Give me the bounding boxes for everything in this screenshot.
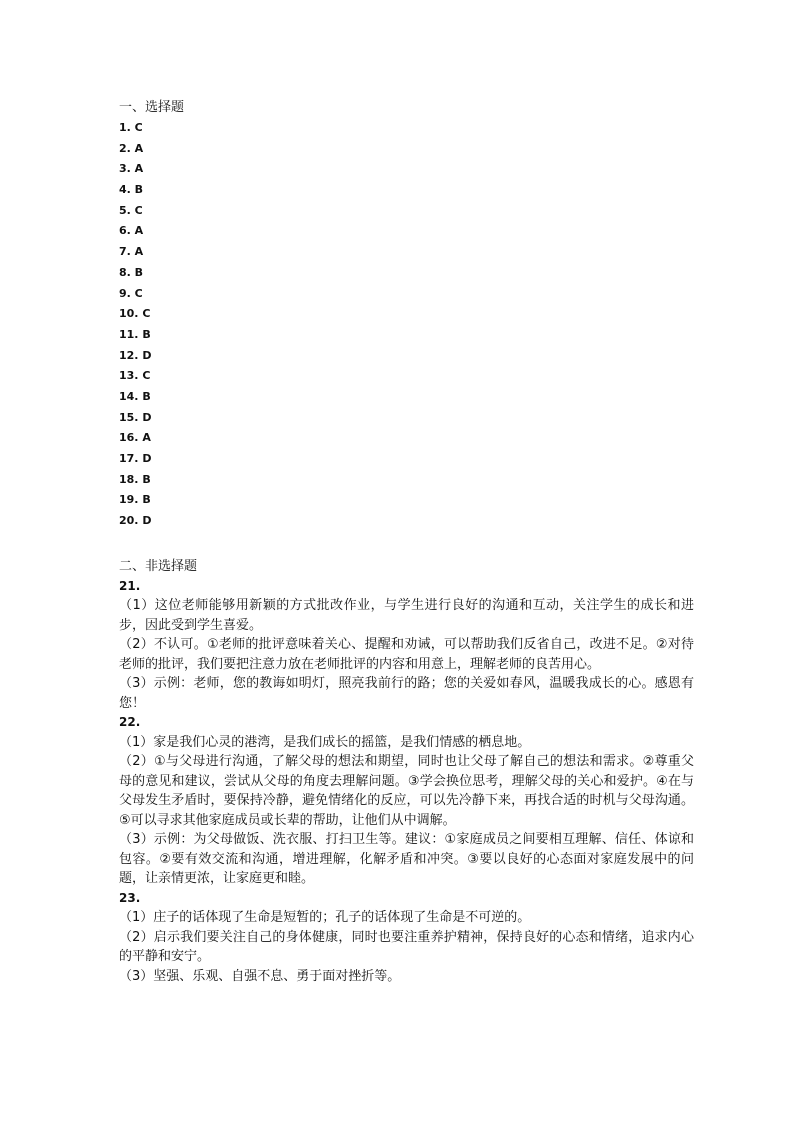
- answer-item: 12. D: [119, 348, 152, 362]
- answer-paragraph: （3）示例：为父母做饭、洗衣服、打扫卫生等。建议：①家庭成员之间要相互理解、信任、体谅和包容。②要有效交流和沟通，增进理解，化解矛盾和冲突。③要以良好的心态面对家庭发展中的问题，让亲情更浓，让家庭更和睦。: [119, 832, 694, 887]
- question-number: 21.: [119, 578, 141, 593]
- answer-item: 11. B: [119, 327, 151, 341]
- section-title-choice: 一、选择题: [119, 100, 185, 115]
- answer-item: 2. A: [119, 141, 144, 155]
- answer-key-content: [119, 98, 694, 986]
- answer-item: 9. C: [119, 286, 143, 300]
- answer-item: 3. A: [119, 162, 144, 176]
- answer-item: 8. B: [119, 265, 144, 279]
- answer-item: 16. A: [119, 431, 151, 445]
- answer-item: 20. D: [119, 514, 152, 528]
- question-number: 22.: [119, 715, 141, 730]
- answer-paragraph: （2）启示我们要关注自己的身体健康，同时也要注重养护精神，保持良好的心态和情绪，追求内心的平静和安宁。: [119, 929, 694, 965]
- answer-item: 5. C: [119, 203, 143, 217]
- answer-item: 1. C: [119, 121, 143, 134]
- section-gap: [119, 532, 694, 557]
- answer-paragraph: （3）坚强、乐观、自强不息、勇于面对挫折等。: [119, 968, 401, 984]
- section-title-nonchoice: 二、非选择题: [119, 558, 198, 574]
- answer-item: 10. C: [119, 307, 151, 321]
- question-block: [119, 577, 694, 714]
- question-number: 23.: [119, 890, 141, 905]
- question-block: [119, 713, 694, 889]
- answer-item: 13. C: [119, 369, 151, 383]
- answer-paragraph: （1）庄子的话体现了生命是短暂的；孔子的话体现了生命是不可逆的。: [119, 910, 531, 926]
- answer-item: 7. A: [119, 245, 144, 259]
- answer-item: 19. B: [119, 493, 151, 507]
- answer-item: 15. D: [119, 410, 152, 424]
- answer-item: 18. B: [119, 472, 151, 486]
- answer-item: 14. B: [119, 389, 151, 403]
- nonchoice-question-list: [119, 577, 694, 987]
- answer-item: 17. D: [119, 452, 152, 465]
- choice-answer-list: [119, 118, 694, 532]
- answer-paragraph: （2）不认可。①老师的批评意味着关心、提醒和劝诫，可以帮助我们反省自己，改进不足。②对待老师的批评，我们要把注意力放在老师批评的内容和用意上，理解老师的良苦用心。: [119, 637, 694, 672]
- answer-paragraph: （2）①与父母进行沟通，了解父母的想法和期望，同时也让父母了解自己的想法和需求。②尊重父母的意见和建议，尝试从父母的角度去理解问题。③学会换位思考，理解父母的关心和爱护。④在与父母发生矛盾时，要保持冷静，避免情绪化的反应，可以先冷静下来，再找合适的时机与父母沟通。⑤可以寻求其他家庭成员或长辈的帮助，让他们从中调解。: [119, 754, 694, 828]
- answer-item: 6. A: [119, 224, 144, 238]
- answer-item: 4. B: [119, 183, 144, 197]
- question-block: [119, 889, 694, 987]
- answer-paragraph: （1）这位老师能够用新颖的方式批改作业，与学生进行良好的沟通和互动，关注学生的成长和进步，因此受到学生喜爱。: [119, 598, 694, 633]
- answer-paragraph: （1）家是我们心灵的港湾，是我们成长的摇篮，是我们情感的栖息地。: [119, 734, 531, 750]
- answer-paragraph: （3）示例：老师，您的教诲如明灯，照亮我前行的路；您的关爱如春风，温暖我成长的心。感恩有您！: [119, 676, 694, 711]
